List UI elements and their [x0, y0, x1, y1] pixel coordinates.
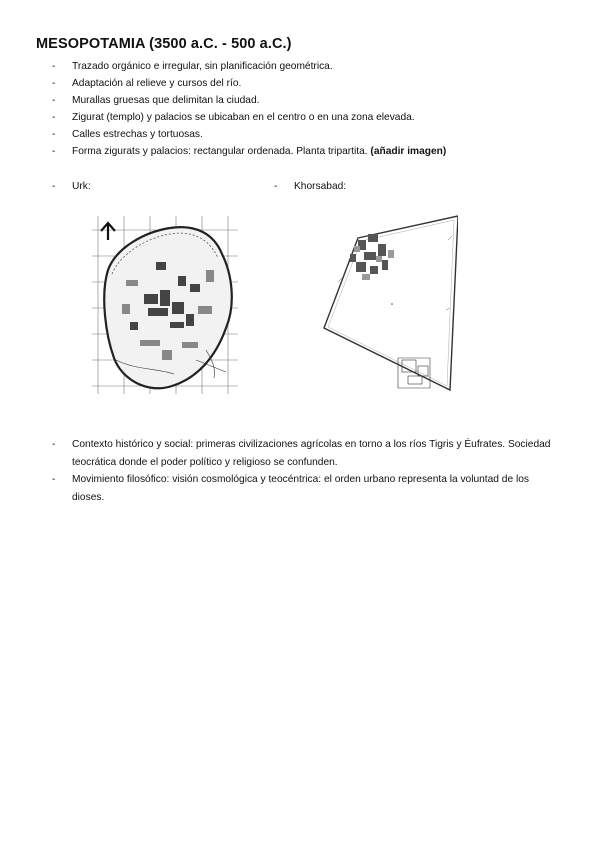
bullet-dash: - — [52, 95, 56, 106]
list-item-text: Forma zigurats y palacios: rectangular ordenada. Planta tripartita. — [72, 146, 371, 157]
example-label-text: Urk: — [72, 181, 91, 192]
list-item — [52, 109, 552, 126]
bullet-dash: - — [52, 129, 56, 140]
list-item-text: Calles estrechas y tortuosas. — [72, 129, 203, 140]
bullet-dash: - — [274, 181, 278, 192]
list-item — [52, 58, 552, 75]
features-list — [52, 58, 552, 160]
list-item-text: Trazado orgánico e irregular, sin planificación geométrica. — [72, 61, 333, 72]
bullet-dash: - — [52, 78, 56, 89]
bullet-dash: - — [52, 61, 56, 72]
bullet-dash: - — [52, 439, 56, 450]
example-label-urk — [52, 180, 91, 194]
list-item-text: Zigurat (templo) y palacios se ubicaban en el centro o en una zona elevada. — [72, 112, 415, 123]
bullet-dash: - — [52, 112, 56, 123]
bullet-dash: - — [52, 474, 56, 485]
example-label-khorsabad — [274, 180, 346, 194]
page-title: MESOPOTAMIA (3500 a.C. - 500 a.C.) — [36, 36, 292, 52]
list-item — [52, 471, 562, 506]
bullet-dash: - — [52, 181, 56, 192]
list-item-text: Adaptación al relieve y cursos del río. — [72, 78, 242, 89]
list-item-text: Contexto histórico y social: primeras civilizaciones agrícolas en torno a los ríos Tigris y Éufrates. Sociedad teocrática donde el poder político y religioso se confunden. — [72, 439, 551, 468]
list-item — [52, 143, 552, 160]
example-label-text: Khorsabad: — [294, 181, 347, 192]
bullet-dash: - — [52, 146, 56, 157]
khorsabad-map-image — [318, 210, 458, 398]
list-item-text: Movimiento filosófico: visión cosmológica y teocéntrica: el orden urbano representa la voluntad de los dioses. — [72, 474, 529, 503]
list-item — [52, 126, 552, 143]
list-item — [52, 92, 552, 109]
list-item — [52, 75, 552, 92]
context-list — [52, 436, 562, 506]
urk-map-image — [86, 210, 242, 398]
list-item — [52, 436, 562, 471]
list-item-text: Murallas gruesas que delimitan la ciudad. — [72, 95, 260, 106]
list-item-note: (añadir imagen) — [370, 146, 447, 157]
